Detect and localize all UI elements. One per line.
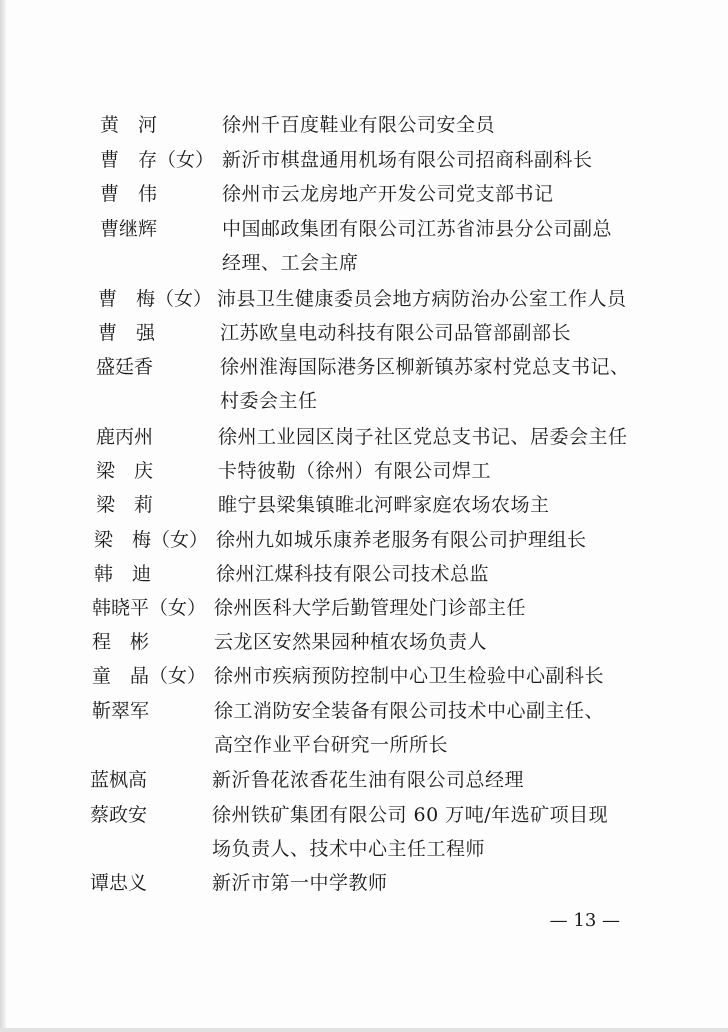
person-name: 程 彬	[92, 631, 150, 653]
person-name: 梁 庆	[96, 460, 154, 482]
person-name: 韩晓平（女）	[92, 597, 207, 619]
person-role: 新沂鲁花浓香花生油有限公司总经理	[212, 769, 525, 791]
person-name: 曹 存（女）	[100, 149, 215, 171]
person-name: 蔡政安	[90, 804, 148, 826]
page-number: — 13 —	[549, 910, 620, 931]
person-name: 盛廷香	[96, 356, 154, 378]
person-role: 江苏欧皇电动科技有限公司品管部副部长	[220, 322, 572, 344]
scan-bottom-edge	[0, 1028, 728, 1032]
person-role: 新沂市棋盘通用机场有限公司招商科副科长	[222, 149, 593, 171]
person-role: 徐州市疾病预防控制中心卫生检验中心副科长	[214, 665, 605, 687]
person-role: 徐州淮海国际港务区柳新镇苏家村党总支书记、 村委会主任	[220, 356, 630, 412]
person-name: 童 晶（女）	[92, 665, 207, 687]
person-role: 徐州市云龙房地产开发公司党支部书记	[222, 183, 554, 205]
person-role: 徐州千百度鞋业有限公司安全员	[222, 114, 496, 136]
person-role: 徐工消防安全装备有限公司技术中心副主任、 高空作业平台研究一所所长	[214, 700, 605, 756]
person-role: 徐州九如城乐康养老服务有限公司护理组长	[216, 529, 587, 551]
person-role: 徐州铁矿集团有限公司 60 万吨/年选矿项目现 场负责人、技术中心主任工程师	[212, 804, 609, 860]
person-name: 梁 梅（女）	[94, 529, 209, 551]
person-name: 鹿丙州	[96, 426, 154, 448]
person-role: 中国邮政集团有限公司江苏省沛县分公司副总 经理、工会主席	[222, 218, 613, 274]
person-role: 睢宁县梁集镇睢北河畔家庭农场农场主	[218, 494, 550, 516]
person-name: 曹 伟	[100, 183, 158, 205]
person-role: 徐州工业园区岗子社区党总支书记、居委会主任	[218, 426, 628, 448]
person-name: 靳翠军	[92, 700, 150, 722]
person-name: 韩 迪	[94, 563, 152, 585]
person-name: 谭忠义	[90, 872, 148, 894]
person-role: 徐州江煤科技有限公司技术总监	[216, 563, 490, 585]
person-role: 云龙区安然果园种植农场负责人	[214, 631, 488, 653]
person-role: 沛县卫生健康委员会地方病防治办公室工作人员	[217, 288, 627, 310]
person-name: 蓝枫高	[90, 769, 148, 791]
person-name: 曹 梅（女）	[98, 288, 213, 310]
person-role: 徐州医科大学后勤管理处门诊部主任	[214, 597, 527, 619]
person-name: 曹 强	[98, 322, 156, 344]
person-role: 新沂市第一中学教师	[212, 872, 388, 894]
person-name: 黄 河	[100, 114, 158, 136]
person-role: 卡特彼勒（徐州）有限公司焊工	[218, 460, 492, 482]
person-name: 梁 莉	[96, 494, 154, 516]
person-name: 曹继辉	[100, 218, 158, 240]
